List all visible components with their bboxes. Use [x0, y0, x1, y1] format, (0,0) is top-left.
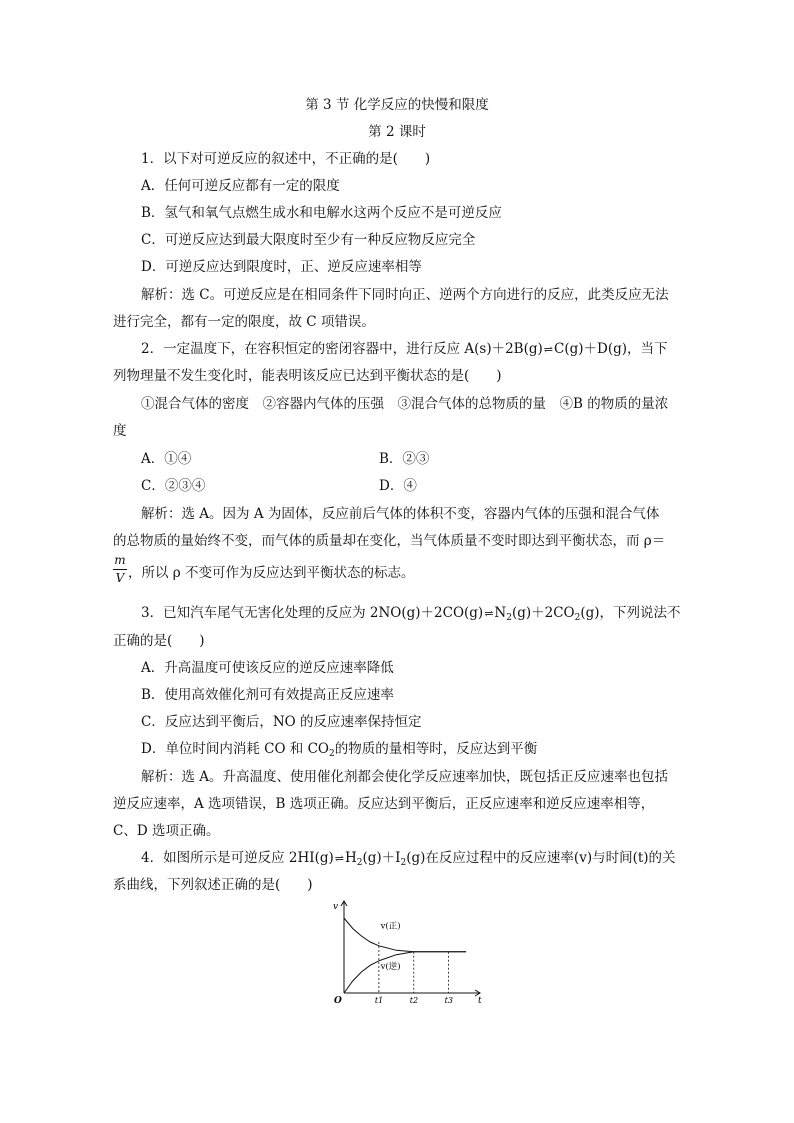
- fraction-denominator: V: [115, 571, 125, 585]
- q3-stem-part-2: N: [494, 605, 507, 621]
- x-axis-label: t: [478, 996, 482, 1005]
- q1-analysis-line-1: 解析：选 C。可逆反应是在相同条件下同时向正、逆两个方向进行的反应，此类反应无法: [141, 287, 669, 303]
- reversible-arrow-icon: ⇌: [543, 343, 553, 356]
- q2-option-d: D．④: [379, 478, 417, 494]
- q2-option-a: A．①④: [141, 451, 192, 467]
- q3-option-b: B．使用高效催化剂可有效提高正反应速率: [141, 687, 394, 703]
- subscript: 2: [400, 858, 407, 868]
- tick-label-3: t3: [444, 996, 453, 1005]
- q2-stem-start: 2．一定温度下，在容积恒定的密闭容器中，进行反应 A(s)＋2B(g): [141, 341, 543, 357]
- q2-items-line-1: ①混合气体的密度 ②容器内气体的压强 ③混合气体的总物质的量 ④B 的物质的量浓: [141, 396, 669, 412]
- q1-option-c: C．可逆反应达到最大限度时至少有一种反应物反应完全: [141, 232, 476, 248]
- q2-stem-line-2: 列物理量不发生变化时，能表明该反应已达到平衡状态的是( ): [113, 368, 502, 384]
- q2-items-line-2: 度: [113, 423, 127, 439]
- tick-label-1: t1: [374, 996, 384, 1005]
- q3-option-d-part-1: D．单位时间内消耗 CO 和 CO: [141, 741, 329, 757]
- q3-analysis-line-2: 逆反应速率，A 选项错误，B 选项正确。反应达到平衡后，正反应速率和逆反应速率相等，: [113, 796, 655, 812]
- q4-stem-line-1: [141, 849, 676, 872]
- subscript: 2: [356, 858, 363, 868]
- q1-analysis-line-2: 进行完全，都有一定的限度，故 C 项错误。: [113, 314, 375, 330]
- q3-stem-part-1: 3．已知汽车尾气无害化处理的反应为 2NO(g)＋2CO(g): [141, 605, 484, 621]
- y-axis-label: v: [333, 902, 339, 912]
- series-label-reverse: v(逆): [380, 962, 401, 972]
- q2-stem-eq: C(g)＋D(g)，当下: [554, 341, 668, 357]
- q2-stem-line-1: [141, 340, 668, 359]
- q4-stem-part-1: 4．如图所示是可逆反应 2HI(g): [141, 850, 334, 866]
- origin-label: O: [334, 996, 342, 1005]
- series-line-reverse: [344, 952, 466, 993]
- q3-option-d-part-2: 的物质的量相等时，反应达到平衡: [334, 741, 538, 757]
- q2-analysis-line-2: 的总物质的量始终不变，而气体的质量却在变化，当气体质量不变时即达到平衡状态，而 ρ＝: [113, 533, 666, 549]
- series-label-forward: v(正): [380, 921, 401, 932]
- q4-stem-line-2: 系曲线，下列叙述正确的是( ): [113, 877, 313, 893]
- q2-analysis-line-1: 解析：选 A。因为 A 为固体，反应前后气体的体积不变，容器内气体的压强和混合气体: [141, 506, 660, 522]
- subscript: 2: [506, 613, 512, 623]
- q4-stem-part-2: H: [344, 850, 357, 866]
- q3-stem-part-4: (g)，下列说法不: [580, 605, 681, 621]
- q3-stem-line-2: 正确的是( ): [113, 633, 205, 649]
- lesson-subtitle: 第 2 课时: [368, 124, 426, 140]
- tick-label-2: t2: [409, 996, 419, 1005]
- q4-stem-part-3: (g)＋I: [362, 850, 401, 866]
- fraction-bar: [113, 569, 127, 570]
- q3-analysis-line-3: C、D 选项正确。: [113, 823, 220, 839]
- q3-stem-part-3: (g)＋2CO: [511, 605, 575, 621]
- fraction-numerator: m: [114, 553, 126, 567]
- reversible-arrow-icon: ⇌: [334, 852, 344, 865]
- q1-option-b: B．氢气和氧气点燃生成水和电解水这两个反应不是可逆反应: [141, 205, 502, 221]
- q3-option-d: [141, 740, 537, 763]
- rate-time-chart: [330, 895, 490, 1005]
- q2-option-b: B．②③: [379, 451, 430, 467]
- series-line-forward: [344, 918, 466, 952]
- q1-option-a: A．任何可逆反应都有一定的限度: [141, 178, 340, 194]
- q3-stem-line-1: [141, 604, 681, 627]
- q3-analysis-line-1: 解析：选 A。升高温度、使用催化剂都会使化学反应速率加快，既包括正反应速率也包括: [141, 769, 669, 785]
- q2-option-c: C．②③④: [141, 478, 206, 494]
- q3-option-a: A．升高温度可使该反应的逆反应速率降低: [141, 660, 394, 676]
- q1-stem: 1．以下对可逆反应的叙述中，不正确的是( ): [141, 151, 431, 167]
- reversible-arrow-icon: ⇌: [484, 607, 494, 620]
- q1-option-d: D．可逆反应达到限度时，正、逆反应速率相等: [141, 259, 422, 275]
- q3-option-c: C．反应达到平衡后，NO 的反应速率保持恒定: [141, 714, 422, 730]
- q2-analysis-line-3: ，所以 ρ 不变可作为反应达到平衡状态的标志。: [128, 565, 415, 581]
- q4-stem-part-4: (g)在反应过程中的反应速率(v)与时间(t)的关: [406, 850, 676, 866]
- subscript: 2: [574, 613, 581, 623]
- subscript: 2: [329, 749, 335, 759]
- section-title: 第 3 节 化学反应的快慢和限度: [305, 97, 489, 113]
